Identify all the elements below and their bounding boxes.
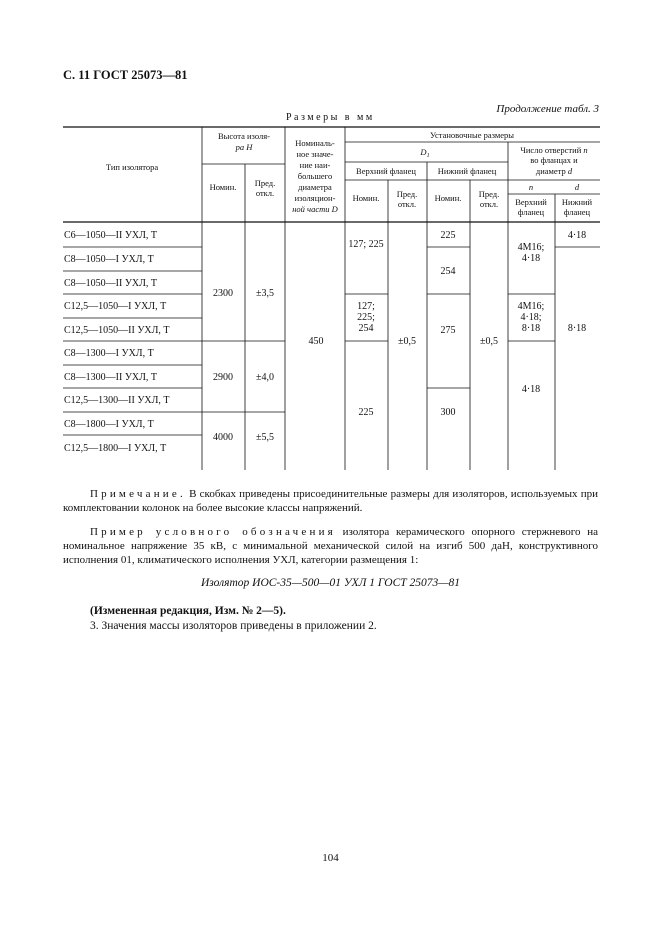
item-3: 3. Значения массы изоляторов приведены в приложении 2. [90,620,377,632]
designation-example: Изолятор ИОС-35—500—01 УХЛ 1 ГОСТ 25073—81 [201,577,460,589]
header-upper-dev-1: Пред. [396,189,418,199]
header-upper-dev-2: откл. [397,199,417,209]
height-dev: ±3,5 [256,288,274,299]
holes-upper: 8·18 [521,323,541,334]
header-n: n [528,182,534,192]
page-number: 104 [322,852,339,864]
lower-nom: 225 [440,230,456,241]
note-label: Примечание. [90,488,186,500]
header-diam-5: диаметра [298,182,332,192]
header-height-dev-line1: Пред. [254,178,276,188]
upper-nom: 254 [358,323,374,334]
header-height-line1: Высота изоля- [218,131,270,141]
upper-nom: 225; [357,312,375,323]
header-upper-fl-1: Верхний [515,197,547,207]
row-type: С12,5—1800—I УХЛ, Т [64,443,167,454]
header-lower-nom: Номин. [434,193,462,203]
holes-lower: 4·18 [567,230,587,241]
header-d: d [574,182,580,192]
holes-upper: 4М16; [517,301,545,312]
upper-nom: 127; [357,301,375,312]
row-type: С8—1800—I УХЛ, Т [64,419,154,430]
header-lower-dev-1: Пред. [478,189,500,199]
amendment-note: (Измененная редакция, Изм. № 2—5). [90,605,286,617]
header-diam-7: ной части D [292,204,338,214]
lower-nom: 254 [440,266,456,277]
height-nom: 2900 [213,372,233,383]
header-height-nom: Номин. [209,182,237,192]
header-diam-2: ное значе- [296,149,334,159]
upper-nom: 127; 225 [348,239,384,250]
header-upper-flange: Верхний фланец [356,166,416,176]
upper-nom: 225 [358,407,374,418]
table-continuation-label: Продолжение табл. 3 [496,103,599,115]
row-type: С8—1050—I УХЛ, Т [64,254,154,265]
header-type: Тип изолятора [105,162,159,172]
header-diam-1: Номиналь- [295,138,335,148]
header-holes-1: Число отверстий n [520,145,588,155]
row-type: С12,5—1050—I УХЛ, Т [64,301,167,312]
header-height-dev-line2: откл. [255,188,275,198]
example-label: Пример условного обозначения [90,526,336,538]
units-caption: Размеры в мм [286,112,375,123]
height-dev: ±5,5 [256,432,274,443]
lower-nom: 275 [440,325,456,336]
row-type: С6—1050—II УХЛ, Т [64,230,158,241]
header-upper-nom: Номин. [352,193,380,203]
page-header: С. 11 ГОСТ 25073—81 [63,68,188,82]
header-lower-fl-2: фланец [563,207,591,217]
lower-dev: ±0,5 [480,336,498,347]
height-nom: 4000 [213,432,233,443]
height-nom: 2300 [213,288,233,299]
header-lower-fl-1: Нижний [561,197,593,207]
header-diam-3: ние наи- [299,160,331,170]
holes-lower: 8·18 [567,323,587,334]
header-d1: $D_1$ [420,147,430,159]
header-holes-2: во фланцах и [530,155,578,165]
holes-upper: 4·18; [520,312,542,323]
height-dev: ±4,0 [256,372,274,383]
example-paragraph [63,525,598,567]
header-holes-3: диаметр d [535,166,573,176]
header-lower-dev-2: откл. [479,199,499,209]
header-upper-fl-2: фланец [517,207,545,217]
row-type: С8—1050—II УХЛ, Т [64,278,158,289]
header-diam-4: большего [297,171,333,181]
row-type: С8—1300—II УХЛ, Т [64,372,158,383]
example-text: изолятора керамического опорного стержневого на номинальное напряжение 35 кВ, с минимальной механической силой на изгиб 500 даН, конструктивного исполнения 01, климатического исполнения УХЛ, категории размещения 1: [63,526,598,566]
holes-upper: 4·18 [521,384,541,395]
upper-dev: ±0,5 [398,336,416,347]
note-paragraph [63,487,598,515]
row-type: С8—1300—I УХЛ, Т [64,348,154,359]
holes-upper: 4М16; [517,242,545,253]
header-height-line2: ра H [235,142,253,152]
row-type: С12,5—1050—II УХЛ, Т [64,325,170,336]
header-diam-6: изоляцион- [294,193,336,203]
holes-upper: 4·18 [521,253,541,264]
header-lower-flange: Нижний фланец [437,166,497,176]
lower-nom: 300 [440,407,456,418]
note-text: В скобках приведены присоединительные размеры для изоляторов, используемых при комплектовании колонок на более высокие классы напряжений. [63,488,598,514]
row-type: С12,5—1300—II УХЛ, Т [64,395,170,406]
diameter-value: 450 [308,336,324,347]
header-install: Установочные размеры [430,130,514,140]
